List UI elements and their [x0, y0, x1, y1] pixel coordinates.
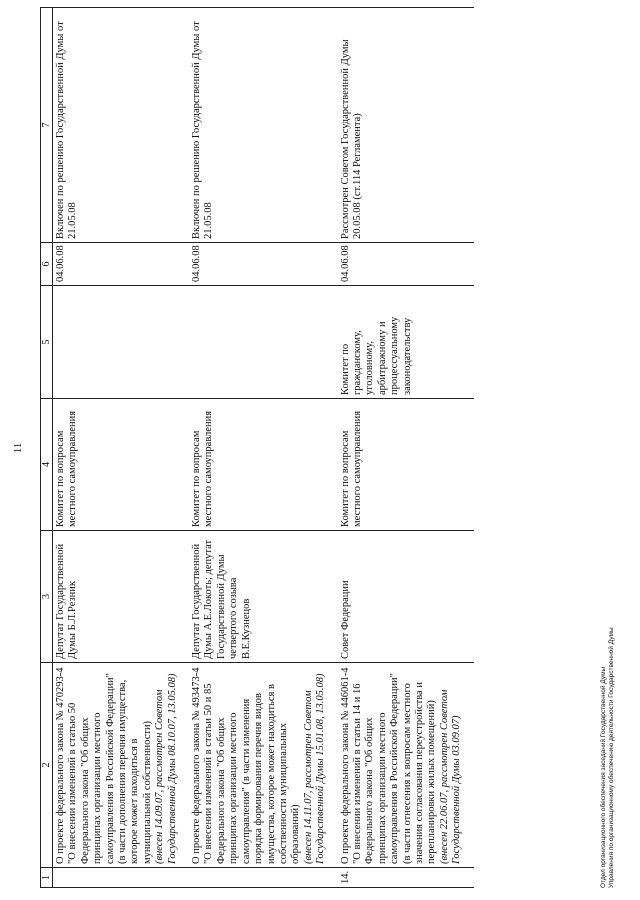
date-cell: 04.06.08: [338, 243, 474, 286]
footer-department: Отдел организационного обеспечения заседаний Государственной Думы: [600, 666, 607, 888]
column-header: 7: [41, 8, 53, 243]
author-cell: Депутат Государственной Думы А.Е.Локоть; депутат Государственной Думы четвертого созыва В.Е.Кузнецов: [189, 531, 337, 663]
column-header: 3: [41, 531, 53, 663]
column-header: 6: [41, 243, 53, 286]
agenda-table: [40, 7, 474, 888]
co-committee-cell: [53, 286, 190, 399]
bill-cell: [189, 663, 337, 868]
row-number: [53, 868, 190, 888]
committee-cell: Комитет по вопросам местного самоуправления: [338, 399, 474, 531]
table-row: [338, 8, 474, 888]
footer-directorate: Управления по организационному обеспечению деятельности Государственной Думы: [608, 627, 615, 888]
bill-cell: [53, 663, 190, 868]
rotated-sheet: [12, 8, 632, 888]
column-header: 1: [41, 868, 53, 888]
co-committee-cell: Комитет по гражданскому, уголовному, арбитражному и процессуальному законодательству: [338, 286, 474, 399]
date-cell: 04.06.08: [53, 243, 190, 286]
page-footer: [600, 8, 616, 888]
column-header: 2: [41, 663, 53, 868]
decision-cell: Рассмотрен Советом Государственной Думы 20.05.08 (ст.114 Регламента): [338, 8, 474, 243]
date-cell: 04.06.08: [189, 243, 337, 286]
column-number-header: [41, 8, 53, 888]
bill-history-note: (внесен 14.09.07, рассмотрен Советом Государственной Думы 08.10.07, 13.05.08): [154, 673, 178, 864]
co-committee-cell: [189, 286, 337, 399]
column-header: 4: [41, 399, 53, 531]
page-number: 11: [12, 442, 24, 454]
row-number: [189, 868, 337, 888]
committee-cell: Комитет по вопросам местного самоуправления: [53, 399, 190, 531]
author-cell: Совет Федерации: [338, 531, 474, 663]
table-row: [189, 8, 337, 888]
column-header: 5: [41, 286, 53, 399]
bill-title: О проекте федерального закона № 446061-4: [339, 667, 351, 864]
row-number: 14.: [338, 868, 474, 888]
committee-cell: Комитет по вопросам местного самоуправления: [189, 399, 337, 531]
decision-cell: Включен по решению Государственной Думы от 21.05.08: [189, 8, 337, 243]
bill-cell: [338, 663, 474, 868]
table-row: [53, 8, 190, 888]
bill-description: "О внесении изменений в статью 50 Федерального закона "Об общих принципах организации местного самоуправления в Российской Федерации" (в части дополнения перечня имущества, которое может находиться в муниципальной собственности): [67, 673, 153, 864]
bill-description: "О внесении изменений в статьи 14 и 16 Федерального закона "Об общих принципах организации местного самоуправления в Российской Федерации" (в части отнесения к вопросам местного значения согласования переустройства и перепланировки жилых помещений): [351, 673, 438, 864]
bill-title: О проекте федерального закона № 470293-4: [55, 667, 66, 864]
decision-cell: Включен по решению Государственной Думы от 21.05.08: [53, 8, 190, 243]
author-cell: Депутат Государственной Думы Б.Л.Резник: [53, 531, 190, 663]
bill-history-note: (внесен 14.11.07, рассмотрен Советом Государственной Думы 15.01.08, 13.05.08): [302, 673, 327, 864]
bill-description: "О внесении изменений в статьи 50 и 85 Федерального закона "Об общих принципах организации местного самоуправления" (в части изменения порядка формирования перечня видов имущества, которое может находиться в собственности муниципальных образований): [203, 683, 302, 864]
bill-title: О проекте федерального закона № 493473-4: [191, 667, 203, 864]
bill-history-note: (внесен 22.06.07, рассмотрен Советом Государственной Думы 03.09.07): [438, 689, 463, 864]
